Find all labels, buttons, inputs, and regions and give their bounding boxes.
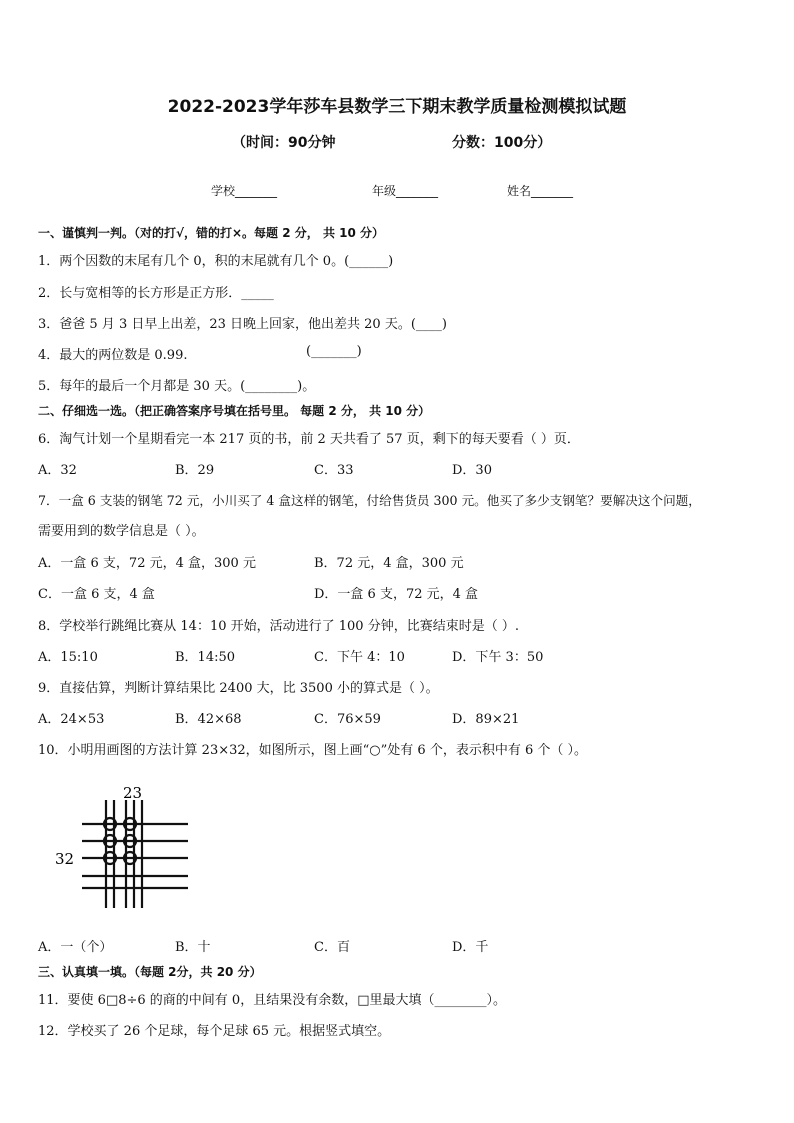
q6-option-a: A．32 bbox=[38, 463, 77, 478]
question-7-line2: 需要用到的数学信息是（ ）。 bbox=[38, 524, 205, 539]
q10-option-c: C．百 bbox=[314, 940, 350, 955]
q10-option-a: A．一（个） bbox=[38, 940, 113, 955]
question-12: 12．学校买了 26 个足球，每个足球 65 元。根据竖式填空。 bbox=[38, 1024, 391, 1039]
exam-score: 分数：100分） bbox=[452, 135, 552, 151]
question-3: 3．爸爸 5 月 3 日早上出差，23 日晚上回家，他出差共 20 天。(____) bbox=[38, 317, 447, 332]
question-1: 1．两个因数的末尾有几个 0，积的末尾就有几个 0。(______) bbox=[38, 254, 394, 269]
q9-option-b: B．42×68 bbox=[175, 712, 242, 727]
q7-option-a: A．一盒 6 支，72 元，4 盒，300 元 bbox=[38, 556, 256, 571]
q10-option-d: D．千 bbox=[452, 940, 489, 955]
section-heading-3: 三、认真填一填。（每题 2分，共 20 分） bbox=[38, 965, 262, 979]
question-6: 6．淘气计划一个星期看完一本 217 页的书，前 2 天共看了 57 页，剩下的每天要看（ ）页． bbox=[38, 432, 580, 447]
q7-option-c: C．一盒 6 支，4 盒 bbox=[38, 587, 155, 602]
q8-option-a: A．15:10 bbox=[38, 650, 98, 665]
page-title: 2022-2023学年莎车县数学三下期末教学质量检测模拟试题 bbox=[167, 97, 627, 117]
school-field[interactable]: 学校_______ bbox=[211, 184, 278, 198]
q9-option-d: D．89×21 bbox=[452, 712, 520, 727]
multiplication-grid-figure bbox=[50, 782, 200, 912]
q6-option-c: C．33 bbox=[314, 463, 354, 478]
question-4: 4．最大的两位数是 0.99. bbox=[38, 348, 188, 363]
question-2: 2．长与宽相等的长方形是正方形．_____ bbox=[38, 286, 274, 301]
q6-option-d: D．30 bbox=[452, 463, 492, 478]
question-8: 8．学校举行跳绳比赛从 14：10 开始，活动进行了 100 分钟，比赛结束时是（ ）. bbox=[38, 619, 519, 634]
exam-time: （时间：90分钟 bbox=[232, 135, 336, 151]
section-heading-2: 二、仔细选一选。（把正确答案序号填在括号里。 每题 2 分， 共 10 分） bbox=[38, 404, 431, 418]
q8-option-d: D．下午 3：50 bbox=[452, 650, 544, 665]
question-7: 7．一盒 6 支装的钢笔 72 元，小川买了 4 盒这样的钢笔，付给售货员 300 元。他买了多少支钢笔？要解决这个问题， bbox=[38, 493, 701, 508]
question-10: 10．小明用画图的方法计算 23×32，如图所示，图上画“○”处有 6 个，表示积中有 6 个（ ）。 bbox=[38, 743, 587, 758]
grid-left-label: 32 bbox=[55, 850, 75, 868]
grade-field[interactable]: 年级_______ bbox=[372, 184, 439, 198]
question-4-blank: (_______) bbox=[306, 344, 362, 359]
q6-option-b: B．29 bbox=[175, 463, 215, 478]
question-11: 11．要使 6□8÷6 的商的中间有 0，且结果没有余数，□里最大填（________）。 bbox=[38, 993, 506, 1008]
name-field[interactable]: 姓名_______ bbox=[507, 184, 574, 198]
q8-option-c: C．下午 4：10 bbox=[314, 650, 405, 665]
q9-option-a: A．24×53 bbox=[38, 712, 105, 727]
q7-option-d: D．一盒 6 支，72 元，4 盒 bbox=[314, 587, 479, 602]
question-5: 5．每年的最后一个月都是 30 天。(________)。 bbox=[38, 379, 316, 394]
q9-option-c: C．76×59 bbox=[314, 712, 381, 727]
q7-option-b: B．72 元，4 盒，300 元 bbox=[314, 556, 464, 571]
question-9: 9．直接估算，判断计算结果比 2400 大，比 3500 小的算式是（ ）。 bbox=[38, 681, 439, 696]
grid-top-label: 23 bbox=[123, 784, 143, 802]
q10-option-b: B．十 bbox=[175, 940, 211, 955]
section-heading-1: 一、谨慎判一判。（对的打√，错的打×。每题 2 分， 共 10 分） bbox=[38, 226, 384, 240]
q8-option-b: B．14:50 bbox=[175, 650, 236, 665]
